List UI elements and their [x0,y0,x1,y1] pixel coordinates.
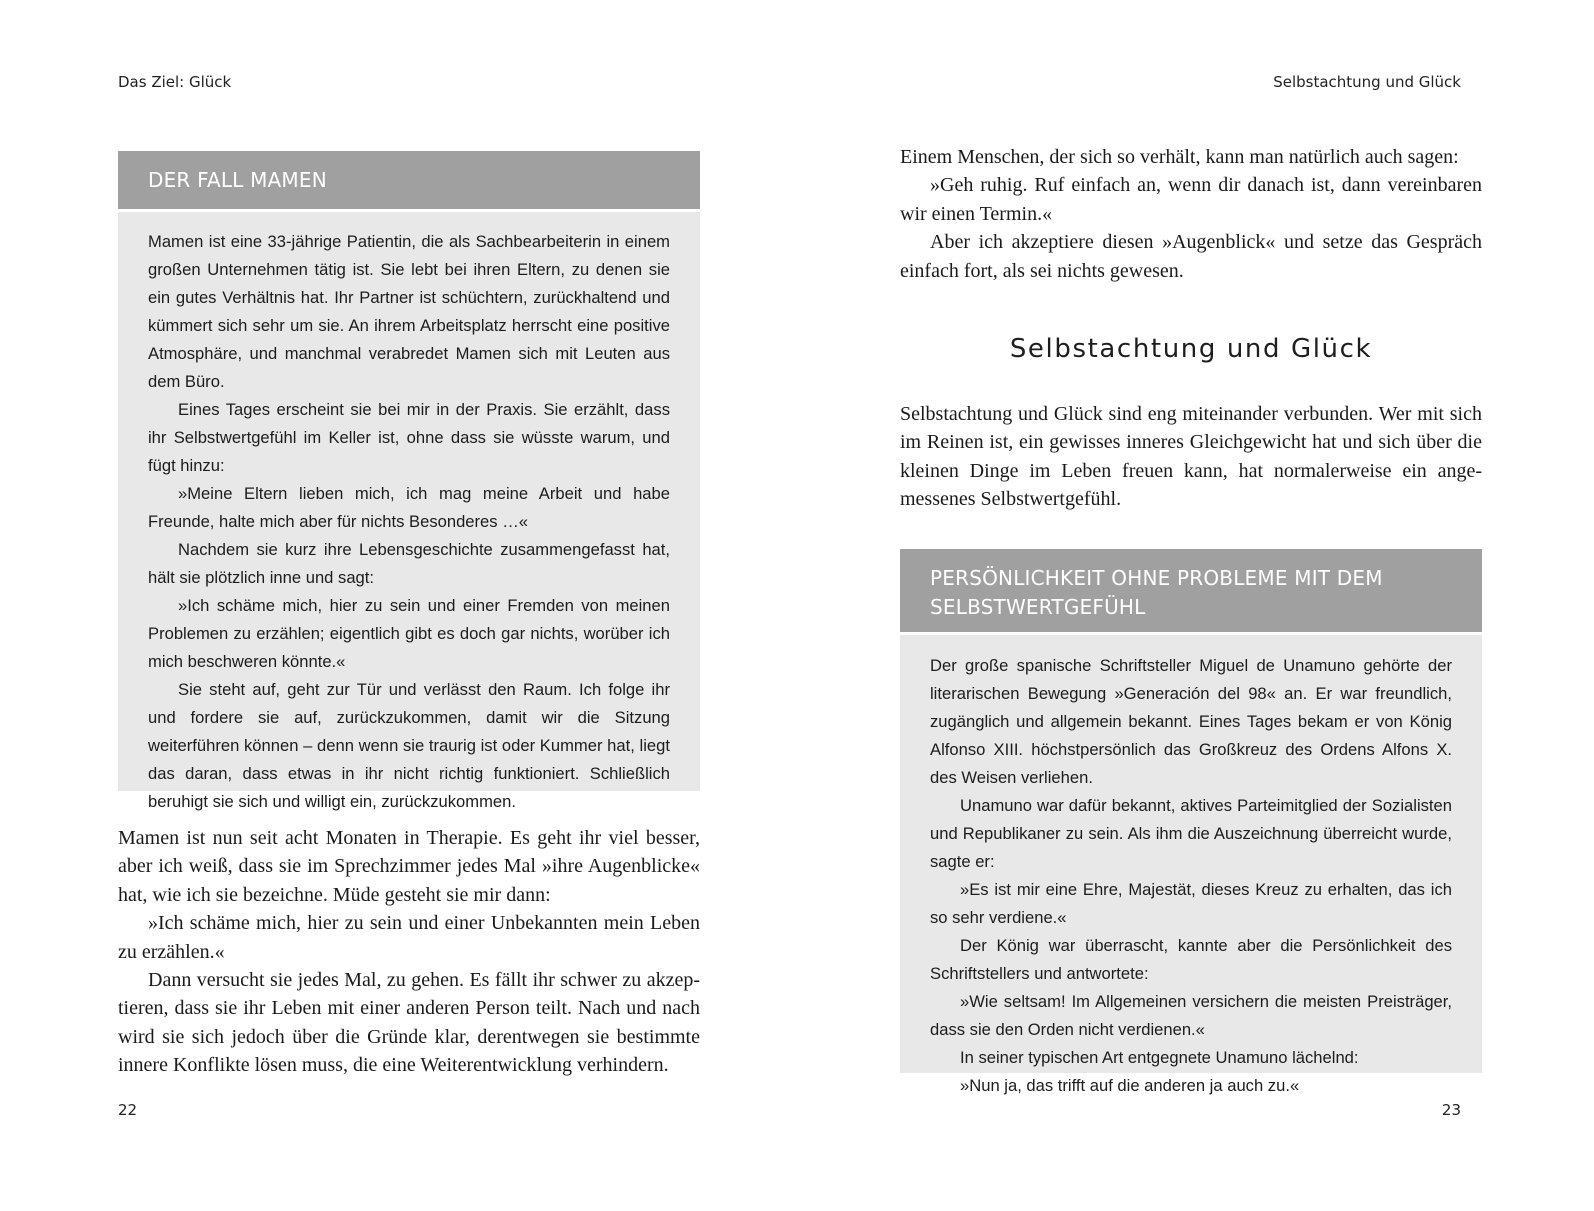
case-box-title: DER FALL MAMEN [118,151,700,212]
case-paragraph: Mamen ist eine 33-jährige Patientin, die als Sachbearbeiterin in einem großen Unternehmen tätig ist. Sie lebt bei ihren Eltern, zu denen sie ein gutes Verhältnis hat. Ihr Partner ist schüchtern, zurückhaltend und kümmert sich sehr um sie. An ihrem Arbeitsplatz herrscht eine positive Atmosphäre, und manchmal verabredet Mamen sich mit Leuten aus dem Büro. [148,232,670,391]
running-head-left: Das Ziel: Glück [118,73,232,91]
body-quote: »Ich schäme mich, hier zu sein und einer Unbekannten mein Leben zu erzählen.« [118,912,700,963]
body-paragraph: Mamen ist nun seit acht Monaten in Therapie. Es geht ihr viel besser, aber ich weiß, dass sie im Sprechzimmer jedes Mal »ihre Augenblicke« hat, wie ich sie bezeichne. Müde gesteht sie mir dann: [118,827,700,906]
case-quote: »Meine Eltern lieben mich, ich mag meine Arbeit und habe Freunde, halte mich aber für nichts Besonderes …« [148,484,670,531]
info-paragraph: In seiner typischen Art entgegnete Unamuno lächelnd: [960,1048,1359,1067]
body-paragraph: Dann versucht sie jedes Mal, zu gehen. Es fällt ihr schwer zu akzeptieren, dass sie ihr Leben mit einer anderen Person teilt. Nach und nach wird sie sich jedoch über die Gründe klar, derentwegen sie bestimmte innere Konflikte lösen muss, die eine Weiterentwicklung verhindern. [118,969,700,1077]
case-paragraph: Nachdem sie kurz ihre Lebensgeschichte zusammengefasst hat, hält sie plötzlich inne und sagt: [148,540,670,587]
info-paragraph: Der König war überrascht, kannte aber die Persönlichkeit des Schriftstellers und antwortete: [930,936,1452,983]
info-box-title-line: SELBSTWERTGEFÜHL [930,595,1146,619]
case-paragraph: Sie steht auf, geht zur Tür und verlässt den Raum. Ich folge ihr und fordere sie auf, zurückzukommen, damit wir die Sitzung weiterführen können – denn wenn sie traurig ist oder Kummer hat, liegt das daran, dass etwas in ihr nicht richtig funktioniert. Schließlich beruhigt sie sich und willigt ein, zurückzukommen. [148,680,670,811]
right-page [797,0,1594,1211]
page-number-left: 22 [118,1101,138,1119]
body-quote: »Geh ruhig. Ruf einfach an, wenn dir danach ist, dann vereinbaren wir einen Termin.« [900,174,1482,225]
body-paragraph: Einem Menschen, der sich so verhält, kann man natürlich auch sagen: [900,146,1459,168]
info-quote: »Es ist mir eine Ehre, Majestät, dieses Kreuz zu erhalten, das ich so sehr verdiene.« [930,880,1452,927]
section-paragraph [900,400,1482,514]
case-quote: »Ich schäme mich, hier zu sein und einer Fremden von meinen Problemen zu erzählen; eigentlich gibt es doch gar nichts, worüber ich mich beschweren könnte.« [148,596,670,671]
page-number-right: 23 [1441,1101,1461,1119]
info-box-title [900,549,1482,635]
body-paragraph: Selbstachtung und Glück sind eng miteinander verbunden. Wer mit sich im Reinen ist, ein gewisses inneres Gleichgewicht hat und sich über die kleinen Dinge im Leben freuen kann, hat normalerweise ein angemessenes Selbstwertgefühl. [900,403,1482,511]
info-paragraph: Unamuno war dafür bekannt, aktives Parteimitglied der Sozialisten und Republikaner zu sein. Als ihm die Auszeichnung überreicht wurde, sagte er: [930,796,1452,871]
section-heading: Selbstachtung und Glück [1009,334,1373,364]
info-quote: »Nun ja, das trifft auf die anderen ja auch zu.« [960,1076,1300,1095]
info-quote: »Wie seltsam! Im Allgemeinen versichern die meisten Preisträger, dass sie den Orden nicht verdienen.« [930,992,1452,1039]
info-paragraph: Der große spanische Schriftsteller Miguel de Unamuno gehörte der literarischen Bewegung »Generación del 98« an. Er war freundlich, zugänglich und allgemein bekannt. Eines Tages bekam er von König Alfonso XIII. höchstpersönlich das Großkreuz des Ordens Alfons X. des Weisen verliehen. [930,656,1452,787]
right-top-text [900,143,1482,285]
case-box-mamen [118,151,700,811]
running-head-right: Selbstachtung und Glück [1273,73,1461,91]
info-box-body [900,635,1482,1100]
case-paragraph: Eines Tages erscheint sie bei mir in der Praxis. Sie erzählt, dass ihr Selbstwertgefühl im Keller ist, ohne dass sie wüsste warum, und fügt hinzu: [148,400,670,475]
left-body-text [118,824,700,1080]
info-box-title-line: PERSÖNLICHKEIT OHNE PROBLEME MIT DEM [930,566,1383,590]
info-box-personality [900,549,1482,1095]
body-paragraph: Aber ich akzeptiere diesen »Augenblick« und setze das Gespräch einfach fort, als sei nichts gewesen. [900,231,1482,282]
case-box-body [118,212,700,816]
